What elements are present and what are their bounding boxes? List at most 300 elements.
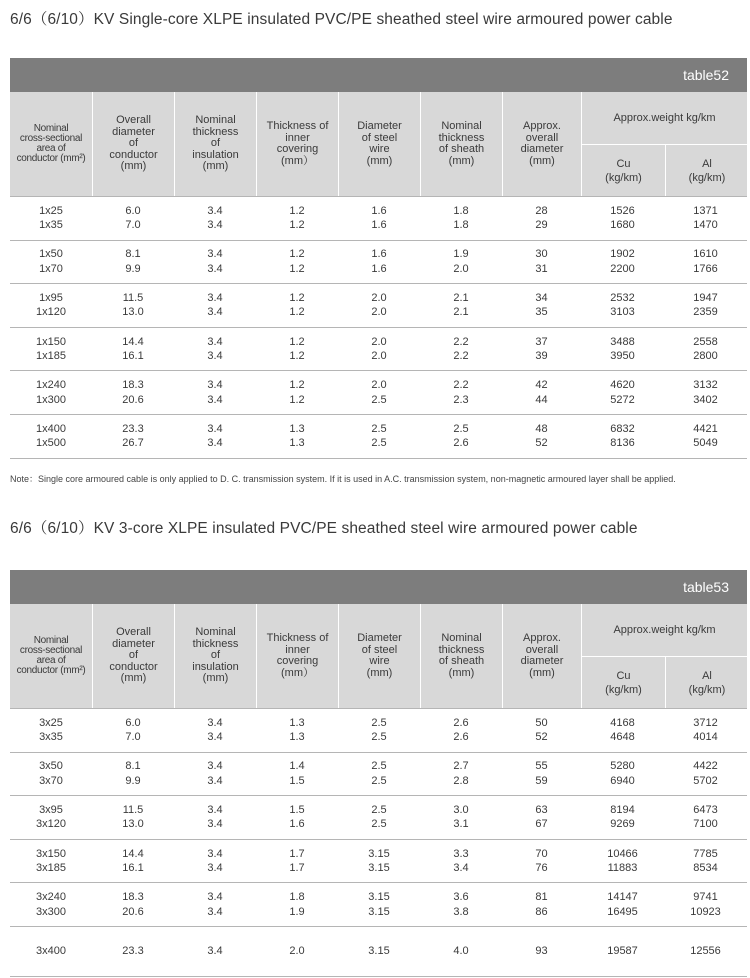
cell-value: 1x400 bbox=[36, 422, 66, 435]
cell-value: 8.1 bbox=[125, 248, 141, 261]
column-header-text: Nominal cross-sectional area of conductor (mm²) bbox=[16, 635, 86, 676]
table-cell bbox=[502, 371, 581, 414]
cell-value: 3.4 bbox=[207, 774, 223, 787]
cell-value: 3.0 bbox=[453, 803, 469, 816]
table-cell bbox=[174, 328, 256, 371]
cell-value: 8194 bbox=[610, 803, 635, 816]
row-group bbox=[10, 753, 747, 797]
cell-value: 3.4 bbox=[207, 716, 223, 729]
table-cell bbox=[420, 927, 502, 976]
table-cell bbox=[664, 927, 747, 976]
cell-value: 3x120 bbox=[36, 818, 66, 831]
cell-value: 3.4 bbox=[207, 248, 223, 261]
table-cell bbox=[502, 753, 581, 796]
table-cell bbox=[256, 753, 338, 796]
table-cell bbox=[664, 371, 747, 414]
cell-value: 2532 bbox=[610, 291, 635, 304]
table-cell bbox=[581, 328, 664, 371]
cell-value: 1.6 bbox=[371, 219, 387, 232]
cell-value: 3.1 bbox=[453, 818, 469, 831]
cell-value: 2.0 bbox=[371, 350, 387, 363]
table-cell bbox=[10, 371, 92, 414]
cell-value: 4421 bbox=[693, 422, 718, 435]
table-cell bbox=[420, 241, 502, 284]
cell-value: 3950 bbox=[610, 350, 635, 363]
table-cell bbox=[338, 927, 420, 976]
table-cell bbox=[664, 415, 747, 458]
table-cell bbox=[92, 883, 174, 926]
table-cell bbox=[502, 284, 581, 327]
column-header-text: Nominal cross-sectional area of conductor (mm²) bbox=[16, 123, 86, 164]
cell-value: 1.6 bbox=[371, 248, 387, 261]
table-cell bbox=[502, 197, 581, 240]
cell-value: 1x185 bbox=[36, 350, 66, 363]
cell-value: 1526 bbox=[610, 204, 635, 217]
cell-value: 10923 bbox=[690, 905, 721, 918]
cell-value: 3.4 bbox=[207, 393, 223, 406]
cell-value: 2.2 bbox=[453, 350, 469, 363]
cell-value: 2.0 bbox=[371, 306, 387, 319]
cell-value: 1.9 bbox=[289, 905, 305, 918]
table-cell bbox=[92, 796, 174, 839]
cell-value: 3.15 bbox=[368, 905, 390, 918]
cell-value: 3.4 bbox=[207, 847, 223, 860]
cell-value: 6.0 bbox=[125, 204, 141, 217]
table-cell bbox=[174, 371, 256, 414]
cell-value: 2.0 bbox=[371, 335, 387, 348]
table-cell bbox=[256, 927, 338, 976]
cell-value: 2.6 bbox=[453, 731, 469, 744]
cell-value: 2.8 bbox=[453, 774, 469, 787]
cell-value: 1.2 bbox=[289, 306, 305, 319]
cell-value: 8.1 bbox=[125, 760, 141, 773]
cell-value: 2.0 bbox=[371, 291, 387, 304]
cell-value: 3.15 bbox=[368, 945, 390, 958]
cell-value: 2.7 bbox=[453, 760, 469, 773]
table-label-bar bbox=[10, 570, 747, 604]
cell-value: 3.4 bbox=[207, 862, 223, 875]
cell-value: 3.15 bbox=[368, 862, 390, 875]
row-group bbox=[10, 371, 747, 415]
cell-value: 3.4 bbox=[207, 437, 223, 450]
cell-value: 3488 bbox=[610, 335, 635, 348]
cell-value: 1470 bbox=[693, 219, 718, 232]
table-cell bbox=[10, 883, 92, 926]
cell-value: 2.5 bbox=[371, 803, 387, 816]
cell-value: 5702 bbox=[693, 774, 718, 787]
cell-value: 1.2 bbox=[289, 291, 305, 304]
cell-value: 23.3 bbox=[122, 945, 144, 958]
column-header bbox=[174, 92, 256, 196]
table-header bbox=[10, 604, 747, 709]
cell-value: 3.4 bbox=[207, 731, 223, 744]
cell-value: 2.6 bbox=[453, 437, 469, 450]
table-cell bbox=[502, 796, 581, 839]
cell-value: 6940 bbox=[610, 774, 635, 787]
cell-value: 93 bbox=[535, 945, 548, 958]
cell-value: 3712 bbox=[693, 716, 718, 729]
table-cell bbox=[338, 197, 420, 240]
row-group bbox=[10, 927, 747, 977]
cell-value: 3.4 bbox=[207, 818, 223, 831]
table-cell bbox=[174, 840, 256, 883]
cell-value: 1371 bbox=[693, 204, 718, 217]
cell-value: 2.5 bbox=[453, 422, 469, 435]
cell-value: 3.4 bbox=[207, 945, 223, 958]
cell-value: 10466 bbox=[607, 847, 638, 860]
cell-value: 1x25 bbox=[39, 204, 63, 217]
cell-value: 3x25 bbox=[39, 716, 63, 729]
table-cell bbox=[256, 371, 338, 414]
cell-value: 3.4 bbox=[207, 262, 223, 275]
cell-value: 3.4 bbox=[453, 862, 469, 875]
cell-value: 6473 bbox=[693, 803, 718, 816]
cell-value: 39 bbox=[535, 350, 548, 363]
table-cell bbox=[581, 753, 664, 796]
cell-value: 3402 bbox=[693, 393, 718, 406]
table-cell bbox=[420, 197, 502, 240]
table-label-bar bbox=[10, 58, 747, 92]
table-body bbox=[10, 197, 747, 459]
table-cell bbox=[10, 927, 92, 976]
table-cell bbox=[664, 241, 747, 284]
table-cell bbox=[10, 753, 92, 796]
table-cell bbox=[581, 197, 664, 240]
cell-value: 1766 bbox=[693, 262, 718, 275]
table-cell bbox=[581, 371, 664, 414]
cell-value: 4648 bbox=[610, 731, 635, 744]
cell-value: 3x70 bbox=[39, 774, 63, 787]
cell-value: 3x50 bbox=[39, 760, 63, 773]
table-cell bbox=[502, 927, 581, 976]
al-header bbox=[665, 657, 748, 708]
row-group bbox=[10, 328, 747, 372]
cell-value: 3103 bbox=[610, 306, 635, 319]
cell-value: 16.1 bbox=[122, 350, 144, 363]
cell-value: 37 bbox=[535, 335, 548, 348]
table-cell bbox=[420, 796, 502, 839]
cell-value: 59 bbox=[535, 774, 548, 787]
table-cell bbox=[92, 197, 174, 240]
cell-value: 2.5 bbox=[371, 422, 387, 435]
cell-value: 3x35 bbox=[39, 731, 63, 744]
column-header bbox=[338, 92, 420, 196]
cell-value: 1.7 bbox=[289, 862, 305, 875]
cell-value: 3132 bbox=[693, 379, 718, 392]
table-cell bbox=[92, 927, 174, 976]
cell-value: 13.0 bbox=[122, 818, 144, 831]
cell-value: 3.4 bbox=[207, 350, 223, 363]
cell-value: 3x400 bbox=[36, 945, 66, 958]
cell-value: 50 bbox=[535, 716, 548, 729]
table-cell bbox=[10, 709, 92, 752]
cell-value: 63 bbox=[535, 803, 548, 816]
table-cell bbox=[338, 883, 420, 926]
sub-header-text: Cu (kg/km) bbox=[605, 669, 642, 696]
column-header-text: Nominal thickness of sheath (mm) bbox=[438, 120, 485, 167]
cell-value: 3.4 bbox=[207, 891, 223, 904]
table-cell bbox=[338, 328, 420, 371]
table-cell bbox=[92, 328, 174, 371]
cell-value: 2.5 bbox=[371, 818, 387, 831]
row-group bbox=[10, 415, 747, 459]
table-cell bbox=[338, 415, 420, 458]
cell-value: 1x300 bbox=[36, 393, 66, 406]
cell-value: 2.2 bbox=[453, 379, 469, 392]
table-cell bbox=[256, 883, 338, 926]
cell-value: 16.1 bbox=[122, 862, 144, 875]
cell-value: 7.0 bbox=[125, 219, 141, 232]
column-header bbox=[420, 92, 502, 196]
table-cell bbox=[174, 753, 256, 796]
table-cell bbox=[92, 284, 174, 327]
table-cell bbox=[664, 197, 747, 240]
table-cell bbox=[174, 241, 256, 284]
cell-value: 2.0 bbox=[453, 262, 469, 275]
cell-value: 3.4 bbox=[207, 760, 223, 773]
column-header-text: Diameter of steel wire (mm) bbox=[357, 120, 402, 167]
cell-value: 30 bbox=[535, 248, 548, 261]
table-cell bbox=[256, 197, 338, 240]
cell-value: 11883 bbox=[607, 862, 638, 875]
cell-value: 1902 bbox=[610, 248, 635, 261]
table-cell bbox=[581, 927, 664, 976]
cell-value: 3.4 bbox=[207, 291, 223, 304]
cell-value: 1.7 bbox=[289, 847, 305, 860]
table-cell bbox=[10, 840, 92, 883]
cell-value: 3x95 bbox=[39, 803, 63, 816]
table-cell bbox=[338, 709, 420, 752]
sub-header-text: Al (kg/km) bbox=[688, 669, 726, 696]
cell-value: 1.2 bbox=[289, 393, 305, 406]
cell-value: 1x120 bbox=[36, 306, 66, 319]
cell-value: 1680 bbox=[610, 219, 635, 232]
cell-value: 1.5 bbox=[289, 774, 305, 787]
cell-value: 4168 bbox=[610, 716, 635, 729]
table-cell bbox=[174, 709, 256, 752]
table-cell bbox=[581, 883, 664, 926]
cell-value: 2558 bbox=[693, 335, 718, 348]
cell-value: 18.3 bbox=[122, 891, 144, 904]
table-cell bbox=[502, 709, 581, 752]
cell-value: 1.6 bbox=[371, 262, 387, 275]
cell-value: 1.3 bbox=[289, 437, 305, 450]
cell-value: 48 bbox=[535, 422, 548, 435]
cell-value: 52 bbox=[535, 437, 548, 450]
cell-value: 3.8 bbox=[453, 905, 469, 918]
cell-value: 2.6 bbox=[453, 716, 469, 729]
table-cell bbox=[581, 415, 664, 458]
cell-value: 29 bbox=[535, 219, 548, 232]
cell-value: 1.2 bbox=[289, 248, 305, 261]
column-header-text: Approx. overall diameter (mm) bbox=[520, 120, 564, 167]
cell-value: 1x240 bbox=[36, 379, 66, 392]
cell-value: 20.6 bbox=[122, 905, 144, 918]
cell-value: 18.3 bbox=[122, 379, 144, 392]
cell-value: 1.2 bbox=[289, 350, 305, 363]
column-header bbox=[502, 604, 581, 708]
column-header-text: Diameter of steel wire (mm) bbox=[357, 632, 402, 679]
cell-value: 3.15 bbox=[368, 847, 390, 860]
cell-value: 3.4 bbox=[207, 905, 223, 918]
weight-header-group bbox=[581, 604, 747, 708]
column-header-text: Nominal thickness of sheath (mm) bbox=[438, 632, 485, 679]
table-cell bbox=[664, 709, 747, 752]
column-header bbox=[502, 92, 581, 196]
table-cell bbox=[581, 840, 664, 883]
table-cell bbox=[664, 284, 747, 327]
table-cell bbox=[10, 241, 92, 284]
cell-value: 1x50 bbox=[39, 248, 63, 261]
cell-value: 35 bbox=[535, 306, 548, 319]
table-header bbox=[10, 92, 747, 197]
cell-value: 34 bbox=[535, 291, 548, 304]
table-cell bbox=[256, 328, 338, 371]
column-header-text: Overall diameter of conductor (mm) bbox=[109, 626, 158, 685]
table-cell bbox=[420, 883, 502, 926]
section1-title: 6/6（6/10）KV Single-core XLPE insulated PVC/PE sheathed steel wire armoured power cable bbox=[10, 11, 673, 28]
cell-value: 2.0 bbox=[371, 379, 387, 392]
cell-value: 2.5 bbox=[371, 393, 387, 406]
cell-value: 7.0 bbox=[125, 731, 141, 744]
cell-value: 11.5 bbox=[122, 291, 144, 304]
column-header bbox=[92, 92, 174, 196]
cell-value: 13.0 bbox=[122, 306, 144, 319]
table-cell bbox=[581, 241, 664, 284]
column-header bbox=[420, 604, 502, 708]
table-cell bbox=[338, 241, 420, 284]
table-cell bbox=[174, 883, 256, 926]
table-cell bbox=[420, 840, 502, 883]
cell-value: 3x150 bbox=[36, 847, 66, 860]
cell-value: 4.0 bbox=[453, 945, 469, 958]
cell-value: 42 bbox=[535, 379, 548, 392]
table-cell bbox=[664, 883, 747, 926]
cell-value: 1.9 bbox=[453, 248, 469, 261]
table-cell bbox=[420, 415, 502, 458]
weight-header: Approx.weight kg/km bbox=[582, 92, 747, 145]
table-cell bbox=[174, 197, 256, 240]
cell-value: 1.6 bbox=[289, 818, 305, 831]
cell-value: 8534 bbox=[693, 862, 718, 875]
cell-value: 1947 bbox=[693, 291, 718, 304]
cell-value: 2.1 bbox=[453, 306, 469, 319]
cell-value: 26.7 bbox=[122, 437, 144, 450]
table-cell bbox=[502, 328, 581, 371]
cell-value: 1.2 bbox=[289, 204, 305, 217]
table-cell bbox=[256, 241, 338, 284]
al-header bbox=[665, 145, 748, 196]
cu-header bbox=[582, 657, 665, 708]
table-cell bbox=[10, 197, 92, 240]
cell-value: 1.2 bbox=[289, 219, 305, 232]
cell-value: 5049 bbox=[693, 437, 718, 450]
column-header-text: Thickness of inner covering (mm） bbox=[266, 120, 329, 167]
table-cell bbox=[92, 241, 174, 284]
row-group bbox=[10, 883, 747, 927]
column-header bbox=[338, 604, 420, 708]
cell-value: 3.4 bbox=[207, 335, 223, 348]
table-cell bbox=[338, 371, 420, 414]
cell-value: 1610 bbox=[693, 248, 718, 261]
cell-value: 1.8 bbox=[289, 891, 305, 904]
cell-value: 81 bbox=[535, 891, 548, 904]
table-cell bbox=[174, 796, 256, 839]
table53 bbox=[10, 570, 747, 977]
column-header bbox=[10, 604, 92, 708]
table52 bbox=[10, 58, 747, 459]
cell-value: 9.9 bbox=[125, 774, 141, 787]
cell-value: 1.3 bbox=[289, 716, 305, 729]
table-cell bbox=[256, 284, 338, 327]
table-cell bbox=[338, 796, 420, 839]
cell-value: 11.5 bbox=[122, 803, 144, 816]
cell-value: 1.3 bbox=[289, 422, 305, 435]
cell-value: 3.4 bbox=[207, 219, 223, 232]
cell-value: 1x70 bbox=[39, 262, 63, 275]
cell-value: 3.4 bbox=[207, 803, 223, 816]
table-cell bbox=[581, 796, 664, 839]
table-cell bbox=[664, 796, 747, 839]
cell-value: 86 bbox=[535, 905, 548, 918]
cell-value: 14147 bbox=[607, 891, 638, 904]
cell-value: 5272 bbox=[610, 393, 635, 406]
cell-value: 1.2 bbox=[289, 379, 305, 392]
cell-value: 55 bbox=[535, 760, 548, 773]
cell-value: 44 bbox=[535, 393, 548, 406]
column-header-text: Approx. overall diameter (mm) bbox=[520, 632, 564, 679]
table-cell bbox=[10, 284, 92, 327]
cell-value: 1.6 bbox=[371, 204, 387, 217]
cell-value: 3x300 bbox=[36, 905, 66, 918]
cell-value: 2.3 bbox=[453, 393, 469, 406]
sub-header-text: Al (kg/km) bbox=[688, 157, 726, 184]
cell-value: 12556 bbox=[690, 945, 721, 958]
cell-value: 2.1 bbox=[453, 291, 469, 304]
cell-value: 1.5 bbox=[289, 803, 305, 816]
cell-value: 3.3 bbox=[453, 847, 469, 860]
cell-value: 3.4 bbox=[207, 204, 223, 217]
cell-value: 7785 bbox=[693, 847, 718, 860]
table-cell bbox=[92, 753, 174, 796]
cell-value: 2.5 bbox=[371, 716, 387, 729]
cell-value: 3.6 bbox=[453, 891, 469, 904]
cell-value: 2.5 bbox=[371, 437, 387, 450]
cell-value: 9269 bbox=[610, 818, 635, 831]
cu-header bbox=[582, 145, 665, 196]
table-cell bbox=[10, 796, 92, 839]
table-cell bbox=[420, 284, 502, 327]
row-group bbox=[10, 796, 747, 840]
cell-value: 52 bbox=[535, 731, 548, 744]
table-label: table52 bbox=[683, 67, 729, 83]
cell-value: 14.4 bbox=[122, 847, 144, 860]
cell-value: 76 bbox=[535, 862, 548, 875]
cell-value: 3x185 bbox=[36, 862, 66, 875]
cell-value: 1x500 bbox=[36, 437, 66, 450]
cell-value: 67 bbox=[535, 818, 548, 831]
column-header bbox=[174, 604, 256, 708]
column-header bbox=[92, 604, 174, 708]
table-cell bbox=[92, 371, 174, 414]
cell-value: 1.8 bbox=[453, 219, 469, 232]
weight-header-group bbox=[581, 92, 747, 196]
table-cell bbox=[664, 328, 747, 371]
cell-value: 1.3 bbox=[289, 731, 305, 744]
cell-value: 23.3 bbox=[122, 422, 144, 435]
table-label: table53 bbox=[683, 579, 729, 595]
cell-value: 3.4 bbox=[207, 306, 223, 319]
